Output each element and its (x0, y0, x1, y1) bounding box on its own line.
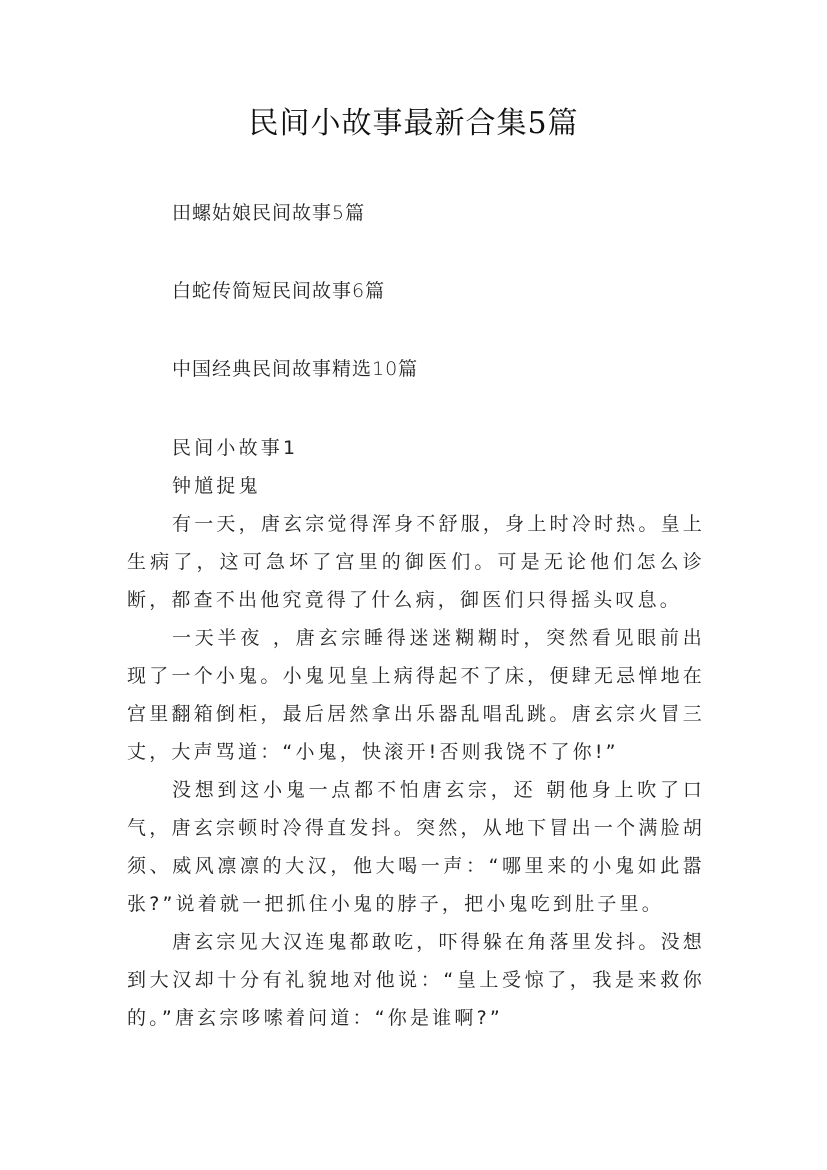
toc-item: 田螺姑娘民间故事5篇 (172, 202, 366, 224)
story-paragraph: 唐玄宗见大汉连鬼都敢吃，吓得躲在角落里发抖。没想到大汉却十分有礼貌地对他说：“皇上受惊了，我是来救你的。”唐玄宗哆嗦着问道：“你是谁啊?” (127, 931, 705, 1029)
story-paragraph: 有一天，唐玄宗觉得浑身不舒服，身上时冷时热。皇上生病了，这可急坏了宫里的御医们。可是无论他们怎么诊断，都查不出他究竟得了什么病，御医们只得摇头叹息。 (127, 513, 705, 611)
story-title: 钟馗捉鬼 (172, 475, 261, 497)
toc-item: 中国经典民间故事精选10篇 (172, 358, 419, 380)
story-paragraph: 一天半夜 ，唐玄宗睡得迷迷糊糊时，突然看见眼前出现了一个小鬼。小鬼见皇上病得起不了床，便肆无忌惮地在宫里翻箱倒柜，最后居然拿出乐器乱唱乱跳。唐玄宗火冒三丈，大声骂道：“小鬼，快滚开!否则我饶不了你!” (127, 627, 705, 763)
story-heading: 民间小故事1 (172, 437, 299, 459)
story-body (127, 505, 705, 1037)
toc-item: 白蛇传简短民间故事6篇 (172, 280, 386, 302)
story-paragraph: 没想到这小鬼一点都不怕唐玄宗，还 朝他身上吹了口气，唐玄宗顿时冷得直发抖。突然，从地下冒出一个满脸胡须、威风凛凛的大汉，他大喝一声：“哪里来的小鬼如此嚣张?”说着就一把抓住小鬼的脖子，把小鬼吃到肚子里。 (127, 779, 705, 915)
document-title: 民间小故事最新合集5篇 (248, 106, 579, 141)
